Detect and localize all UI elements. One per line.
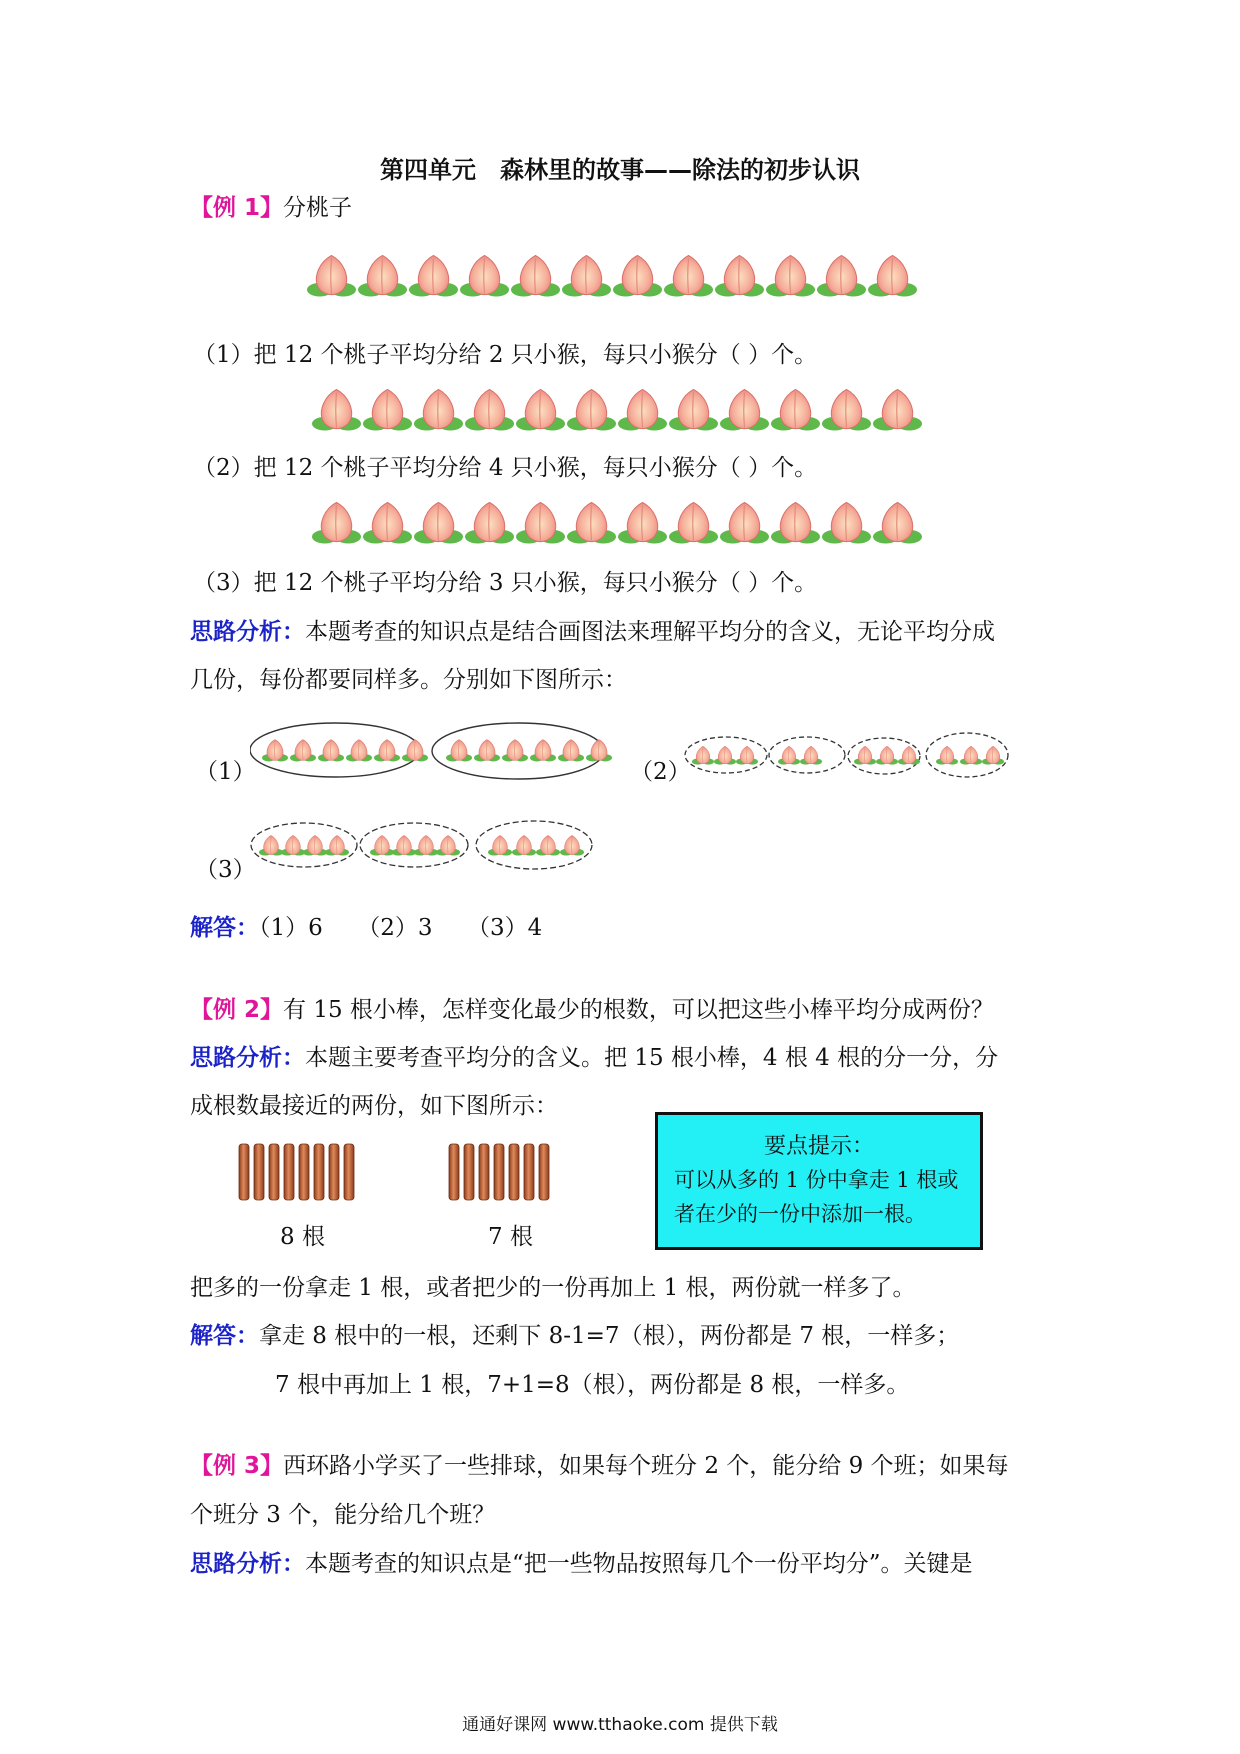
- peach-icon: [873, 384, 922, 434]
- peach-icon: [281, 835, 305, 855]
- analysis-text: 本题考查的知识点是结合画图法来理解平均分的含义，无论平均分成: [305, 619, 995, 645]
- peach-icon: [715, 250, 764, 300]
- answer-1: [190, 913, 542, 943]
- question-1: （1）把 12 个桃子平均分给 2 只小猴，每只小猴分（ ）个。: [193, 342, 818, 368]
- peach-icon: [318, 740, 344, 762]
- conclusion: 把多的一份拿走 1 根，或者把少的一份再加上 1 根，两份就一样多了。: [190, 1275, 916, 1301]
- peach-icon: [736, 746, 758, 764]
- answer-label: 解答：: [190, 915, 259, 941]
- peach-icon: [436, 835, 460, 855]
- peach-icon: [817, 250, 866, 300]
- stick-icon: [314, 1144, 324, 1200]
- peach-icon: [325, 835, 349, 855]
- stick-icon: [344, 1144, 354, 1200]
- peach-row-2: [312, 384, 922, 434]
- peach-icon: [358, 250, 407, 300]
- stick-icon: [299, 1144, 309, 1200]
- peach-icon: [876, 746, 898, 764]
- figure-label-3: （3）: [195, 857, 256, 883]
- peach-icon: [982, 746, 1004, 764]
- peach-icon: [374, 740, 400, 762]
- peach-icon: [303, 835, 327, 855]
- peach-icon: [512, 835, 536, 855]
- stick-icon: [539, 1144, 549, 1200]
- stick-icon: [269, 1144, 279, 1200]
- peach-icon: [771, 497, 820, 547]
- peach-icon: [586, 740, 612, 762]
- example-3-tag: 【例 3】: [190, 1453, 284, 1479]
- peach-icon: [392, 835, 416, 855]
- peach-icon: [854, 746, 876, 764]
- analysis-1-line-1: [190, 617, 995, 647]
- analysis-text: 本题考查的知识点是“把一些物品按照每几个一份平均分”。关键是: [305, 1551, 973, 1577]
- analysis-2-line-1: [190, 1043, 998, 1073]
- tip-text: 可以从多的 1 份中拿走 1 根或者在少的一份中添加一根。: [674, 1168, 959, 1226]
- stick-group-8: [237, 1142, 377, 1204]
- stick-icon: [524, 1144, 534, 1200]
- example-2-text: 有 15 根小棒，怎样变化最少的根数，可以把这些小棒平均分成两份？: [283, 997, 994, 1023]
- peach-row-1: [307, 250, 917, 300]
- analysis-3-line-1: [190, 1549, 973, 1579]
- peach-icon: [414, 497, 463, 547]
- peach-icon: [511, 250, 560, 300]
- peach-icon: [312, 497, 361, 547]
- peach-icon: [558, 740, 584, 762]
- grouping-figure-2: [684, 725, 1014, 785]
- stick-icon: [494, 1144, 504, 1200]
- peach-icon: [936, 746, 958, 764]
- stick-icon: [479, 1144, 489, 1200]
- peach-icon: [488, 835, 512, 855]
- peach-icon: [536, 835, 560, 855]
- peach-icon: [868, 250, 917, 300]
- example-1-title: 分桃子: [283, 195, 353, 221]
- peach-icon: [567, 497, 616, 547]
- stick-icon: [449, 1144, 459, 1200]
- question-3: （3）把 12 个桃子平均分给 3 只小猴，每只小猴分（ ）个。: [193, 570, 818, 596]
- peach-icon: [692, 746, 714, 764]
- stick-icon: [254, 1144, 264, 1200]
- grouping-figure-3: [250, 815, 600, 875]
- analysis-label: 思路分析：: [190, 1045, 305, 1071]
- peach-icon: [822, 384, 871, 434]
- tip-title: 要点提示：: [763, 1134, 874, 1159]
- peach-icon: [474, 740, 500, 762]
- tip-box: [655, 1112, 983, 1250]
- example-2-question: [190, 995, 994, 1025]
- analysis-label: 思路分析：: [190, 619, 305, 645]
- example-3-question-line-1: [190, 1451, 1009, 1481]
- example-3-question-line-2: 个班分 3 个，能分给几个班？: [190, 1502, 496, 1528]
- analysis-1-line-2: 几份，每份都要同样多。分别如下图所示：: [190, 667, 627, 693]
- peach-icon: [618, 384, 667, 434]
- peach-icon: [898, 746, 920, 764]
- stick-icon: [239, 1144, 249, 1200]
- peach-icon: [778, 746, 800, 764]
- answer-2-line-2: 7 根中再加上 1 根，7+1=8（根），两份都是 8 根，一样多。: [275, 1372, 910, 1398]
- peach-row-3: [312, 497, 922, 547]
- answer-label: 解答：: [190, 1323, 259, 1349]
- stick-icon: [329, 1144, 339, 1200]
- peach-icon: [714, 746, 736, 764]
- peach-icon: [669, 497, 718, 547]
- figure-label-1: （1）: [195, 759, 256, 785]
- peach-icon: [562, 250, 611, 300]
- stick-group-7-label: 7 根: [488, 1224, 533, 1250]
- peach-icon: [290, 740, 316, 762]
- peach-icon: [402, 740, 428, 762]
- example-1-tag: 【例 1】: [190, 195, 284, 221]
- stick-group-7: [447, 1142, 577, 1204]
- peach-icon: [720, 497, 769, 547]
- peach-icon: [960, 746, 982, 764]
- peach-icon: [669, 384, 718, 434]
- stick-icon: [509, 1144, 519, 1200]
- answer-2-line-1: [190, 1321, 959, 1351]
- peach-icon: [720, 384, 769, 434]
- example-2-tag: 【例 2】: [190, 997, 284, 1023]
- peach-icon: [800, 746, 822, 764]
- peach-icon: [307, 250, 356, 300]
- peach-icon: [664, 250, 713, 300]
- footer: 通通好课网 www.tthaoke.com 提供下载: [462, 1715, 778, 1735]
- peach-icon: [409, 250, 458, 300]
- peach-icon: [465, 384, 514, 434]
- peach-icon: [312, 384, 361, 434]
- peach-icon: [560, 835, 584, 855]
- peach-icon: [465, 497, 514, 547]
- peach-icon: [414, 835, 438, 855]
- peach-icon: [822, 497, 871, 547]
- peach-icon: [346, 740, 372, 762]
- answer-text: （1）6 （2）3 （3）4: [259, 915, 543, 941]
- question-2: （2）把 12 个桃子平均分给 4 只小猴，每只小猴分（ ）个。: [193, 455, 818, 481]
- example-1-heading: [190, 193, 352, 223]
- stick-icon: [464, 1144, 474, 1200]
- figure-label-2: （2）: [630, 759, 691, 785]
- peach-icon: [259, 835, 283, 855]
- peach-icon: [618, 497, 667, 547]
- example-3-text: 西环路小学买了一些排球，如果每个班分 2 个，能分给 9 个班；如果每: [283, 1453, 1009, 1479]
- peach-icon: [771, 384, 820, 434]
- peach-icon: [262, 740, 288, 762]
- analysis-2-line-2: 成根数最接近的两份，如下图所示：: [190, 1093, 558, 1119]
- answer-text: 拿走 8 根中的一根，还剩下 8-1=7（根），两份都是 7 根，一样多；: [259, 1323, 960, 1349]
- peach-icon: [370, 835, 394, 855]
- peach-icon: [613, 250, 662, 300]
- peach-icon: [446, 740, 472, 762]
- peach-icon: [363, 384, 412, 434]
- grouping-figure-1: [250, 715, 620, 785]
- analysis-text: 本题主要考查平均分的含义。把 15 根小棒，4 根 4 根的分一分，分: [305, 1045, 999, 1071]
- peach-icon: [516, 384, 565, 434]
- peach-icon: [873, 497, 922, 547]
- peach-icon: [502, 740, 528, 762]
- peach-icon: [530, 740, 556, 762]
- peach-icon: [766, 250, 815, 300]
- peach-icon: [414, 384, 463, 434]
- peach-icon: [516, 497, 565, 547]
- peach-icon: [460, 250, 509, 300]
- page-title: 第四单元 森林里的故事——除法的初步认识: [380, 156, 860, 184]
- stick-icon: [284, 1144, 294, 1200]
- peach-icon: [567, 384, 616, 434]
- stick-group-8-label: 8 根: [280, 1224, 325, 1250]
- analysis-label: 思路分析：: [190, 1551, 305, 1577]
- peach-icon: [363, 497, 412, 547]
